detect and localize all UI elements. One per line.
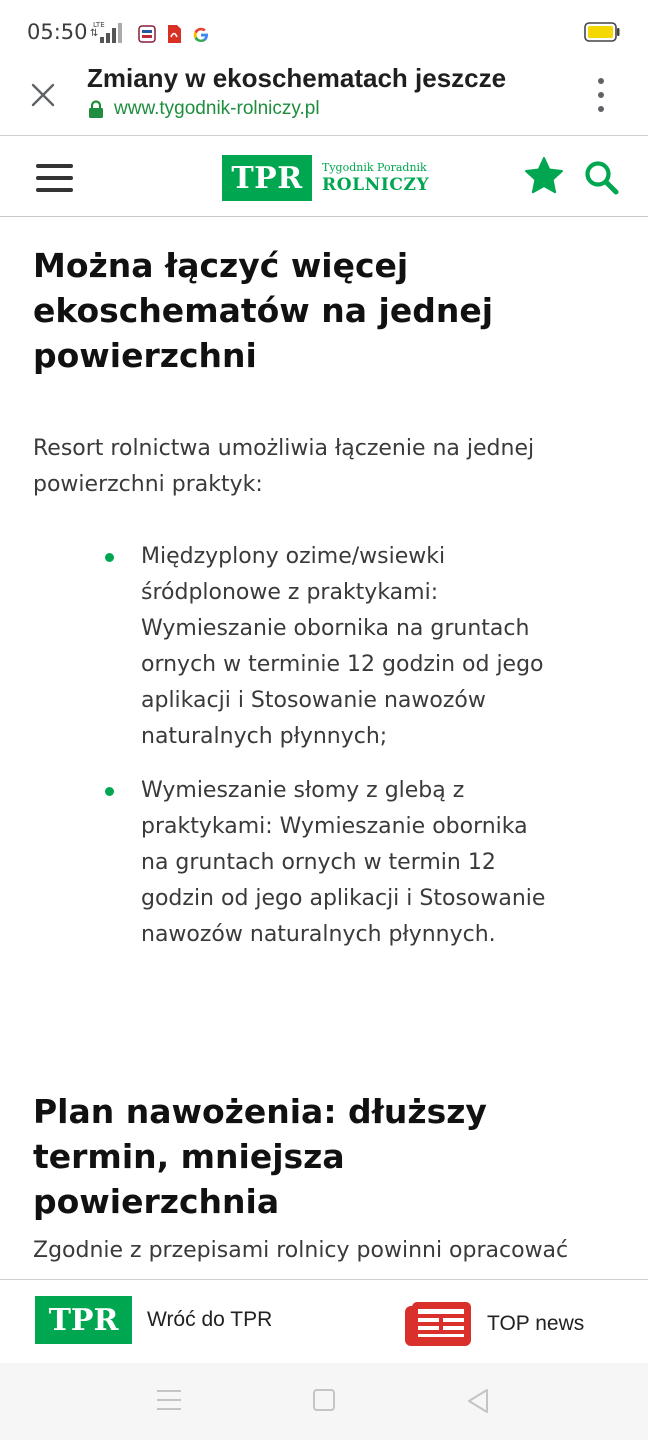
status-time: 05:50 xyxy=(27,20,88,44)
article-paragraph: Resort rolnictwa umożliwia łączenie na jednej powierzchni praktyk: xyxy=(33,436,535,497)
signal-icon xyxy=(90,20,128,44)
logo-title: ROLNICZY xyxy=(322,175,430,195)
site-header xyxy=(0,137,648,217)
article-content xyxy=(0,217,648,1279)
search-icon[interactable] xyxy=(583,159,619,195)
tpr-logo: TPR xyxy=(35,1296,132,1344)
newspaper-icon xyxy=(404,1301,472,1347)
url-bar[interactable] xyxy=(88,98,320,120)
back-to-tpr-button[interactable] xyxy=(35,1296,272,1344)
back-label: Wróć do TPR xyxy=(147,1308,273,1331)
overflow-menu-icon[interactable] xyxy=(590,78,612,112)
battery-icon xyxy=(584,22,620,42)
svg-text:⇅: ⇅ xyxy=(90,28,99,39)
status-icons xyxy=(90,18,210,44)
top-news-button[interactable] xyxy=(404,1301,584,1347)
url-text: www.tygodnik-rolniczy.pl xyxy=(114,98,320,119)
section-heading: Można łączyć więcej ekoschematów na jednej powierzchni xyxy=(33,246,494,375)
bottom-bar xyxy=(0,1279,648,1363)
app-notification-icon xyxy=(138,24,156,44)
bullet-dot xyxy=(105,553,114,562)
page-title: Zmiany w ekoschematach jeszcze xyxy=(87,63,507,93)
back-icon[interactable] xyxy=(465,1387,491,1415)
list-item-text: Wymieszanie słomy z glebą z praktykami: Wymieszanie obornika na gruntach ornych w termin 12 godzin od jego aplikacji i Stosowanie nawozów naturalnych płynnych. xyxy=(141,778,546,947)
star-icon[interactable] xyxy=(524,156,564,196)
pdf-notification-icon xyxy=(166,24,182,44)
site-logo[interactable] xyxy=(222,155,429,201)
recent-apps-icon[interactable] xyxy=(157,1390,181,1410)
section-heading: Plan nawożenia: dłuższy termin, mniejsza powierzchnia xyxy=(33,1092,487,1221)
close-icon[interactable] xyxy=(30,82,56,108)
list-item-text: Międzyplony ozime/wsiewki śródplonowe z praktykami: Wymieszanie obornika na gruntach ornych w terminie 12 godzin od jego aplikacji i Stosowanie nawozów naturalnych płynnych; xyxy=(141,544,544,749)
bullet-dot xyxy=(105,787,114,796)
home-icon[interactable] xyxy=(313,1389,335,1411)
system-nav-bar xyxy=(0,1363,648,1440)
custom-tab-toolbar xyxy=(0,62,648,136)
status-bar xyxy=(0,0,648,62)
lock-icon xyxy=(88,100,104,119)
network-type-label: LTE xyxy=(93,21,105,29)
logo-abbr: TPR xyxy=(222,155,312,201)
article-paragraph: Zgodnie z przepisami rolnicy powinni opracować xyxy=(33,1238,569,1263)
google-icon xyxy=(192,26,210,44)
hamburger-menu-icon[interactable] xyxy=(36,164,73,192)
logo-subtitle: Tygodnik Poradnik xyxy=(322,161,427,174)
top-news-label: TOP news xyxy=(487,1312,585,1335)
